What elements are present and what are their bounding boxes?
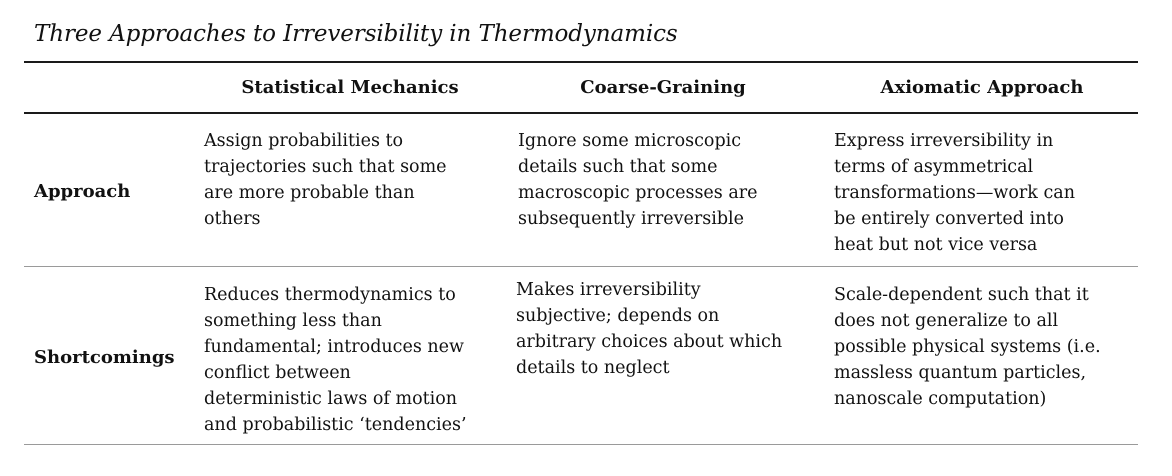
top-rule (24, 61, 1138, 63)
row-label-shortcomings: Shortcomings (34, 347, 175, 368)
cell-approach-coarse-graining: Ignore some microscopic details such that some macroscopic processes are subsequently irreversible (518, 131, 758, 229)
table-title: Three Approaches to Irreversibility in Thermodynamics (34, 21, 678, 47)
column-header-coarse-graining: Coarse-Graining (580, 77, 746, 98)
row-label-approach: Approach (34, 181, 131, 202)
bottom-rule (24, 444, 1138, 445)
cell-approach-axiomatic-approach: Express irreversibility in terms of asymmetrical transformations—work can be entirely converted into heat but not vice versa (834, 131, 1075, 255)
cell-shortcomings-statistical-mechanics: Reduces thermodynamics to something less than fundamental; introduces new conflict between deterministic laws of motion and probabilistic ‘tendencies’ (204, 285, 467, 435)
column-header-axiomatic-approach: Axiomatic Approach (880, 77, 1084, 98)
row-divider (24, 266, 1138, 267)
header-rule (24, 112, 1138, 114)
cell-approach-statistical-mechanics: Assign probabilities to trajectories such that some are more probable than others (204, 131, 447, 229)
cell-shortcomings-coarse-graining: Makes irreversibility subjective; depends on arbitrary choices about which details to neglect (516, 280, 783, 378)
cell-shortcomings-axiomatic-approach: Scale-dependent such that it does not generalize to all possible physical systems (i.e. massless quantum particles, nanoscale computation) (834, 285, 1101, 409)
column-header-statistical-mechanics: Statistical Mechanics (241, 77, 459, 98)
